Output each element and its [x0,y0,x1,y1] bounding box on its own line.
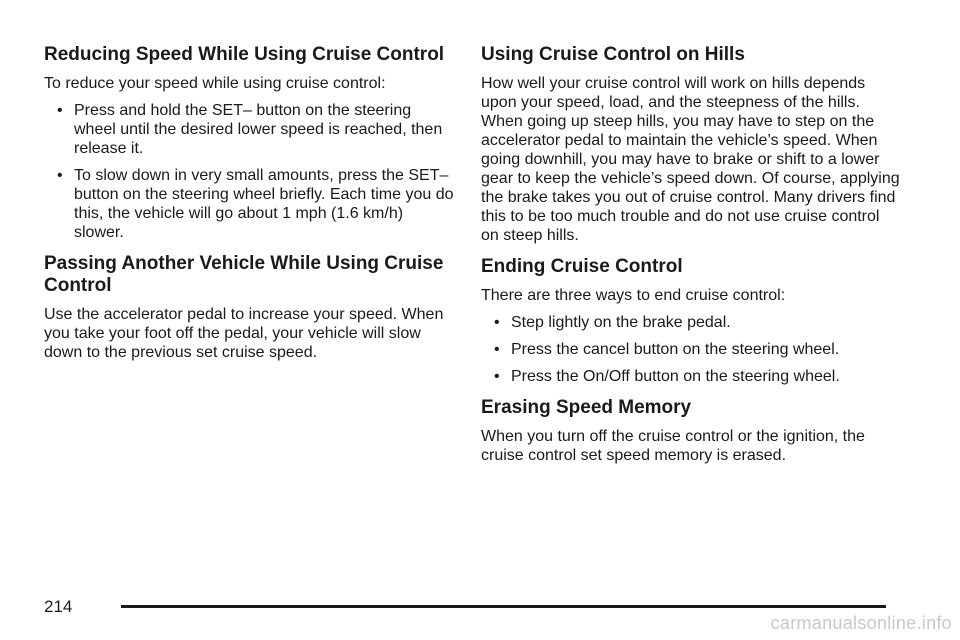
list-item [481,340,901,359]
list-item-text: Step lightly on the brake pedal. [511,314,731,331]
passing-vehicle-body: Use the accelerator pedal to increase your speed. When you take your foot off the pedal, your vehicle will slow down to the previous set cruise speed. [44,306,444,361]
list-item [44,101,456,158]
list-item [481,313,901,332]
left-column [44,44,456,362]
section-heading-hills: Using Cruise Control on Hills [481,44,745,65]
bullet-icon: • [494,314,500,331]
list-item-text: To slow down in very small amounts, press the SET– button on the steering wheel briefly. Each time you do this, the vehicle will go about 1 mph (1.6 km/h) slower. [74,167,454,241]
list-item-text: Press the On/Off button on the steering wheel. [511,368,840,385]
page-footer [44,596,886,618]
hills-body: How well your cruise control will work on hills depends upon your speed, load, and the steepness of the hills. When going up steep hills, you may have to step on the accelerator pedal to maintain the vehicle’s speed. When going downhill, you may have to brake or shift to a lower gear to keep the vehicle’s speed down. Of course, applying the brake takes you out of cruise control. Many drivers find this to be too much trouble and do not use cruise control on steep hills. [481,75,900,244]
list-item-text: Press the cancel button on the steering wheel. [511,341,840,358]
bullet-icon: • [57,167,63,184]
section-heading-erasing-memory: Erasing Speed Memory [481,397,692,418]
erasing-memory-body: When you turn off the cruise control or the ignition, the cruise control set speed memory is erased. [481,428,865,464]
ending-cruise-intro: There are three ways to end cruise control: [481,287,786,304]
page-number: 214 [44,597,73,616]
reducing-speed-list [44,101,456,242]
reducing-speed-intro: To reduce your speed while using cruise control: [44,75,386,92]
watermark: carmanualsonline.info [770,613,952,633]
section-heading-ending-cruise: Ending Cruise Control [481,256,683,277]
bullet-icon: • [57,102,63,119]
footer-rule [121,605,886,608]
list-item [44,166,456,242]
section-heading-reducing-speed: Reducing Speed While Using Cruise Control [44,44,445,65]
section-heading-passing-vehicle: Passing Another Vehicle While Using Cruise Control [44,253,444,296]
ending-cruise-list [481,313,901,386]
right-column [481,44,901,465]
bullet-icon: • [494,368,500,385]
list-item-text: Press and hold the SET– button on the steering wheel until the desired lower speed is reached, then release it. [74,102,443,157]
bullet-icon: • [494,341,500,358]
list-item [481,367,901,386]
